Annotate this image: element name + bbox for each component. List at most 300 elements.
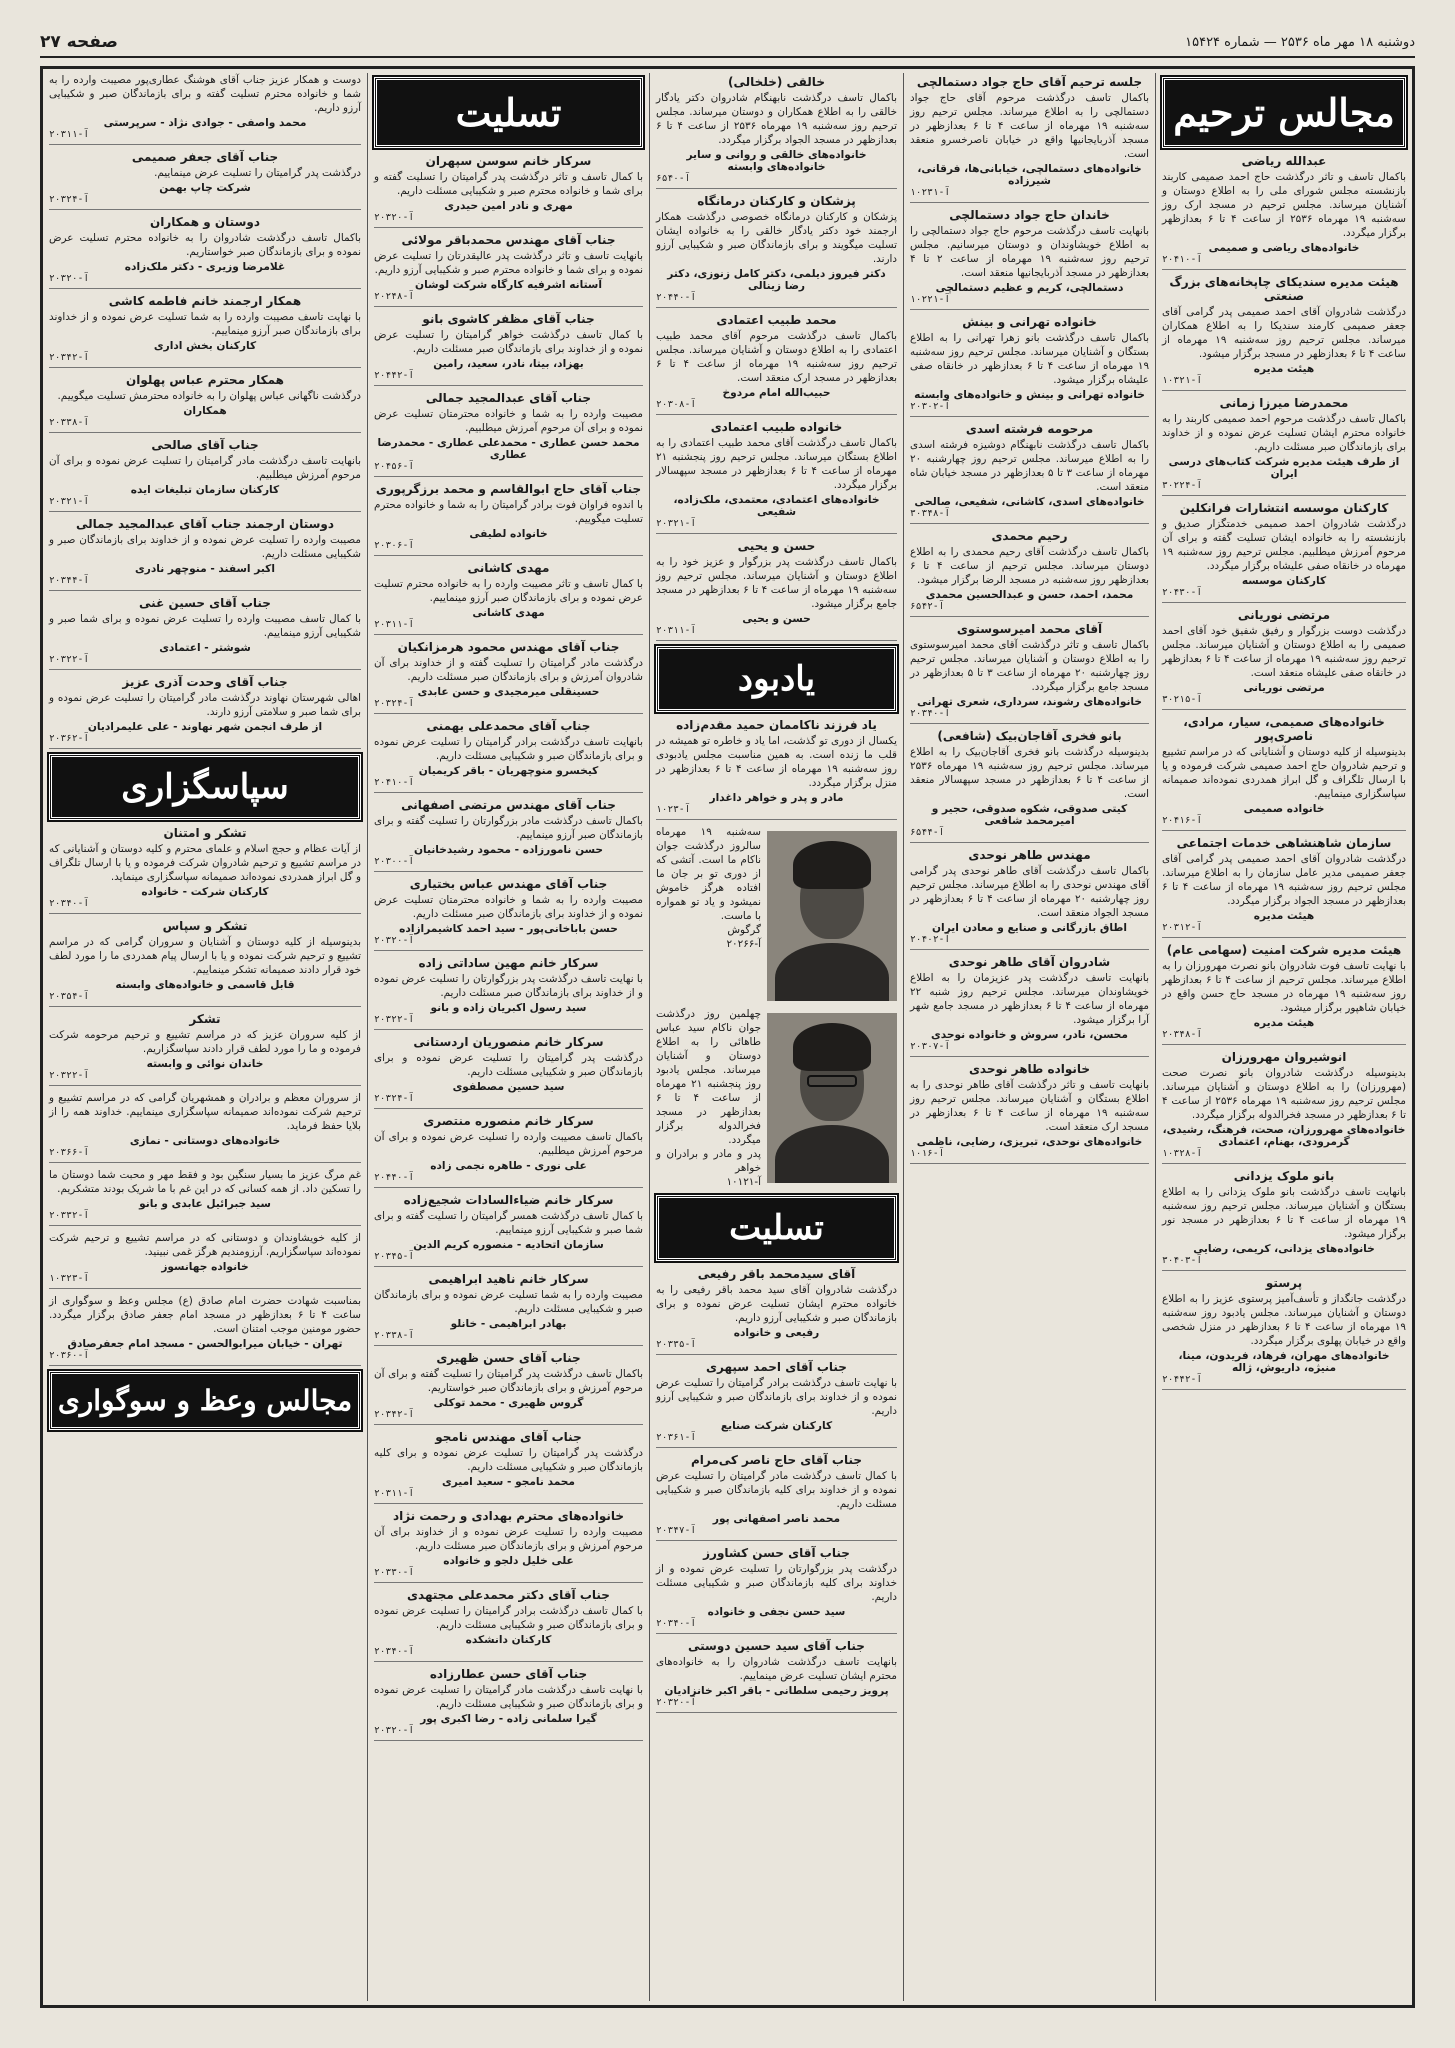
notice-code: آ-۱۰۲۳۱ — [910, 187, 951, 198]
notice-text: باکمال تاسف درگذشت مرحوم آقای حاج جواد دستمالچی را به اطلاع میرساند. مجلس ترحیم روز سه‌شنبه ۱۹ مهرماه از ساعت ۴ تا ۶ بعدازظهر در مسجد آذربایجانیها واقع در خیابان ناصرخسرو منعقد است. — [910, 92, 1150, 160]
notice-signature: مرتضی نوریانی — [1243, 682, 1325, 694]
notice-title: هیئت مدیره سندیکای چاپخانه‌های بزرگ صنعتی — [1169, 275, 1399, 303]
notice-text: بمناسبت شهادت حضرت امام صادق (ع) مجلس وعظ و سوگواری از ساعت ۴ تا ۶ بعدازظهر در مسجد امام جعفر صادق برگزار میگردد. حضور مومنین موجب امتنان است. — [49, 1295, 361, 1335]
notice-text: درگذشت ناگهانی عباس پهلوان را به خانواده محترمش تسلیت میگوییم. — [57, 390, 361, 402]
notice-text: از کلیه خویشاوندان و دوستانی که در مراسم تشییع و ترحیم شرکت نموده‌اند سپاسگزاریم. آرزومندیم هرگز غمی نبینید. — [49, 1232, 361, 1258]
notice-item — [374, 1430, 643, 1504]
notice-signature: کارکنان شرکت صنایع — [720, 1420, 833, 1432]
notice-text: باکمال تاسف درگذشت آقای محمد طبیب اعتمادی را به اطلاع بستگان میرساند. مجلس ترحیم روز پنجشنبه ۲۱ مهرماه از ساعت ۴ تا ۶ بعدازظهر در مسجد سپهسالار برگزار میگردد. — [656, 437, 897, 491]
notice-text: درگذشت مادر گرامیتان را تسلیت گفته و از خداوند برای آن شادروان آمرزش و برای بازماندگان صبر مسئلت داریم. — [374, 657, 643, 683]
notice-item — [910, 1062, 1149, 1164]
portrait-photo-1 — [767, 831, 897, 1001]
notice-signature: دکتر فیروز دیلمی، دکتر کامل زنوزی، دکتر رضا زینالی — [667, 268, 886, 292]
notice-title: همکار ارجمند خانم فاطمه کاشی — [108, 294, 302, 308]
notice-title: خانواده طاهر نوحدی — [968, 1062, 1091, 1076]
notice-title: تشکر و سپاس — [162, 919, 248, 933]
notice-signature: غلامرضا وزیری - دکتر ملک‌زاده — [124, 261, 286, 273]
notice-signature: خانواده جهانسوز — [161, 1261, 249, 1273]
notice-text: بانهایت تاسف درگذشت بانو ملوک یزدانی را به اطلاع بستگان و آشنایان میرساند. مجلس ترحیم روز سه‌شنبه ۱۹ مهرماه از ساعت ۴ تا ۶ بعدازظهر در مسجد نور برگزار میشود. — [1162, 1186, 1406, 1240]
memorial-photo-block-2 — [656, 1007, 897, 1189]
memorial-notice — [656, 718, 897, 820]
notice-code: آ-۲۰۳۱۲ — [1162, 922, 1203, 933]
notice-text: با کمال تاسف درگذشت مادر گرامیتان را تسلیت عرض نموده و از خداوند برای کلیه بازماندگان صبر و شکیبایی مسئلت داریم. — [656, 1470, 897, 1510]
notice-code: آ-۲۰۳۶۱ — [656, 1432, 697, 1443]
notice-text: باکمال تاسف مصیبت وارده را تسلیت عرض نموده و برای آن مرحوم آمرزش میطلبیم. — [374, 1131, 643, 1157]
notice-signature: بهادر ابراهیمی - خانلو — [450, 1318, 567, 1330]
notice-title: خالقی (خلخالی) — [728, 75, 825, 89]
notice-code: آ-۱۰۲۲۱ — [910, 294, 951, 305]
photo-notice-1-sig: گرگوش — [727, 924, 761, 936]
notice-title: دوستان ارجمند جناب آقای عبدالمجید جمالی — [75, 517, 335, 531]
notice-code: آ-۲۰۳۲۰ — [656, 1697, 697, 1708]
notice-title: سرکار خانم منصوریان اردستانی — [413, 1035, 604, 1049]
notice-title: جناب آقای صالحی — [151, 438, 259, 452]
thanks-list-5b — [49, 826, 361, 1366]
notice-item — [374, 1272, 643, 1346]
notice-title: جناب آقای حسن عطارزاده — [429, 1667, 588, 1681]
notice-code: آ-۲۰۲۴۸ — [374, 291, 415, 302]
notice-item — [49, 150, 361, 210]
notice-code: آ-۲۰۳۰۷ — [910, 1041, 951, 1052]
photo-notice-2-sig: پدر و مادر و برادران و خواهر — [656, 1148, 761, 1174]
notice-item — [656, 1546, 897, 1634]
notice-item — [374, 1114, 643, 1188]
notice-item — [910, 315, 1149, 417]
notice-signature: گیرا سلمانی زاده - رضا اکبری پور — [420, 1713, 597, 1725]
notice-code: آ-۲۰۴۴۰ — [656, 292, 697, 303]
notice-item — [49, 73, 361, 145]
notice-text: با نهایت تاسف مصیبت وارده را به شما تسلیت عرض نموده و از خداوند برای بازماندگان صبر آرزو مینماییم. — [49, 311, 361, 337]
notice-code: آ-۲۰۳۳۵ — [656, 1339, 697, 1350]
notice-item — [374, 1509, 643, 1583]
notice-code: آ-۳۰۲۱۵ — [1162, 694, 1203, 705]
notice-signature: شرکت چاپ بهمن — [159, 182, 251, 194]
memorial-photo-block-1 — [656, 825, 897, 1001]
column-2 — [904, 73, 1156, 2001]
notice-title: آقای سیدمحمد باقر رفیعی — [697, 1267, 856, 1281]
notice-title: رحیم محمدی — [991, 529, 1068, 543]
notice-text: با اندوه فراوان فوت برادر گرامیتان را به شما و خانواده محترم تسلیت میگوییم. — [374, 499, 643, 525]
notice-code: آ-۲۰۳۰۶ — [374, 540, 415, 551]
notice-code: آ-۲۰۳۶۶ — [49, 1147, 90, 1158]
notice-item — [910, 848, 1149, 950]
notice-title: مرتضی نوریانی — [1237, 608, 1331, 622]
notice-title: سرکار خانم منصوره منتصری — [423, 1114, 594, 1128]
notice-item — [374, 482, 643, 556]
notice-text: بانهایت تاسف درگذشت مادر گرامیتان را تسلیت عرض نموده و برای آن مرحوم آمرزش میطلبیم. — [49, 455, 361, 481]
notice-title: بانو ملوک یزدانی — [1233, 1169, 1335, 1183]
notice-code: آ-۲۰۴۳۰ — [1162, 587, 1203, 598]
notice-title: جناب آقای مهندس نامجو — [435, 1430, 582, 1444]
page-number: صفحه ۲۷ — [40, 32, 118, 52]
notice-signature: اطاق بازرگانی و صنایع و معادن ایران — [932, 922, 1127, 934]
notice-title: پرستو — [1265, 1276, 1303, 1290]
notice-title: جناب آقای مهندس مرتضی اصفهانی — [401, 798, 616, 812]
notice-title: تشکر — [189, 1012, 221, 1026]
notice-signature: رفیعی و خانواده — [733, 1327, 820, 1339]
notice-text: بدینوسیله درگذشت بانو فخری آقاجان‌بیک را به اطلاع میرساند. مجلس ترحیم روز سه‌شنبه ۱۹ مهرماه ۲۵۳۶ از ساعت ۴ تا ۶ بعدازظهر در مسجد سپهسالار منعقد است. — [910, 746, 1149, 800]
notice-item — [374, 1035, 643, 1109]
notice-text: درگذشت شادروان آقای احمد صمیمی پدر گرامی آقای جعفر صمیمی مدیر عامل سازمان را به اطلاع میرساند. مجلس ترحیم روز سه‌شنبه ۱۹ مهرماه از ساعت ۴ تا ۶ بعدازظهر در مسجد الجواد برگزار میگردد. — [1162, 853, 1407, 907]
notice-code: آ-۲۰۳۰۲ — [910, 401, 951, 412]
notice-item — [656, 75, 897, 189]
notice-title: جناب آقای محمدعلی بهمنی — [426, 719, 591, 733]
notice-title: محمدرضا میرزا زمانی — [1219, 396, 1349, 410]
notice-signature: حبیب‌الله امام مردوخ — [722, 387, 831, 399]
obituary-list-5a — [49, 73, 361, 749]
notice-signature: خانواده‌های مهرورزان، صحت، فرهنگ، رشیدی، گرمرودی، بهنام، اعتمادی — [1162, 1124, 1406, 1148]
notice-item — [656, 313, 897, 415]
notice-signature: مهدی کاشانی — [472, 607, 545, 619]
notice-code: آ-۲۰۳۴۵ — [374, 1251, 415, 1262]
notice-signature: خانواده‌های ریاضی و صمیمی — [1208, 242, 1360, 254]
notice-code: آ-۲۰۳۴۰ — [910, 708, 951, 719]
notice-signature: حسن باباخانی‌پور - سید احمد کاشیمرازاده — [399, 923, 618, 935]
notice-signature: شوشتر - اعتمادی — [159, 642, 251, 654]
notice-text: با کمال تاسف مصیبت وارده را تسلیت عرض نموده و برای شما صبر و شکیبایی آرزو مینماییم. — [49, 613, 361, 639]
notice-signature: خانواده‌های اسدی، کاشانی، شفیعی، صالحی — [914, 496, 1145, 508]
notice-signature: کارکنان بخش اداری — [153, 340, 257, 352]
notice-text: بانهایت تاسف درگذشت برادر گرامیتان را تسلیت عرض نموده و برای بازماندگان صبر و شکیبایی مسئلت داریم. — [374, 736, 643, 762]
notice-item — [910, 208, 1149, 310]
column-4 — [368, 73, 650, 2001]
notice-title: جناب آقای حسن کشاورز — [703, 1546, 850, 1560]
notice-code: آ-۲۰۳۲۰ — [49, 273, 90, 284]
notice-signature: حسن نامورزاده - محمود رشیدخانیان — [413, 844, 604, 856]
notice-code: آ-۲۰۳۲۲ — [374, 1014, 415, 1025]
notice-code: آ-۲۰۳۱۱ — [374, 1488, 415, 1499]
notice-text: با کمال تاسف درگذشت خواهر گرامیتان را تسلیت عرض نموده و از خداوند برای بازماندگان صبر مسئلت داریم. — [374, 329, 643, 355]
notice-text: مصیبت وارده را به شما و خانواده محترمتان تسلیت عرض نموده و برای آن مرحوم آمرزش میطلبیم. — [374, 408, 643, 434]
notice-code: آ-۲۰۳۱۱ — [49, 129, 90, 140]
notice-text: باکمال تاسف درگذشت نابهنگام شادروان دکتر یادگار خالقی را به اطلاع همکاران و دوستان میرساند. مجلس ترحیم روز سه‌شنبه ۱۹ مهرماه ۲۵۳۶ از ساعت ۴ تا ۶ بعدازظهر در مسجد الجواد برگزار میگردد. — [656, 92, 897, 146]
notice-item — [1162, 154, 1406, 270]
notice-signature: محمد واصفی - جوادی نژاد - سرپرستی — [103, 117, 307, 129]
notice-item — [1162, 715, 1406, 831]
notice-text: باکمال تاسف درگذشت پدر بزرگوار و عزیز خود را به اطلاع دوستان و آشنایان میرساند. مجلس ترحیم روز سه‌شنبه ۱۹ مهرماه از ساعت ۴ تا ۶ بعدازظهر در مسجد جامع برگزار میشود. — [656, 556, 897, 610]
banner-tasliat-2: تسلیت — [656, 1195, 897, 1261]
notice-title: بانو فخری آقاجان‌بیک (شافعی) — [937, 729, 1122, 743]
banner-sepasgozari: سپاسگزاری — [49, 754, 361, 820]
notice-item — [910, 75, 1149, 203]
notice-signature: کارکنان دانشکده — [465, 1634, 552, 1646]
notice-code: آ-۲۰۳۴۰ — [656, 1618, 697, 1629]
notice-item — [1162, 396, 1406, 496]
notice-code: آ-۲۰۳۰۰ — [374, 856, 415, 867]
notice-code: آ-۲۰۳۴۷ — [656, 1525, 697, 1536]
notice-title: حسن و یحیی — [737, 539, 816, 553]
photo-notice-1-text: سه‌شنبه ۱۹ مهرماه سالروز درگذشت جوان ناکام ما است. آتشی که از دوری تو بر جان ما افتاده هرگز خاموش نمیشود و یاد تو همواره با ماست. — [656, 826, 761, 922]
notice-text: باکمال تاسف درگذشت مادر بزرگوارتان را تسلیت گفته و برای بازماندگان صبر آرزو مینماییم. — [374, 815, 643, 841]
notice-code: آ-۲۰۳۱۱ — [656, 625, 697, 636]
notice-item — [374, 719, 643, 793]
notice-title: جناب آقای حاج ناصر کی‌مرام — [690, 1453, 863, 1467]
notice-code: آ-۲۰۳۱۱ — [374, 619, 415, 630]
column-3 — [650, 73, 904, 2001]
notice-text: با کمال تاسف درگذشت همسر گرامیتان را تسلیت گفته و برای شما صبر و شکیبایی آرزو مینماییم. — [374, 1210, 643, 1236]
notice-signature: سید رسول اکبریان زاده و بانو — [430, 1002, 587, 1014]
notice-code: آ-۲۰۴۴۲ — [374, 370, 415, 381]
notice-item — [374, 312, 643, 386]
notice-signature: خانواده تهرانی و بینش و خانواده‌های وابسته — [914, 389, 1145, 401]
notice-signature: از طرف انجمن شهر نهاوند - علی علیمرادیان — [87, 721, 323, 733]
notice-title: هیئت مدیره شرکت امنیت (سهامی عام) — [1166, 943, 1402, 957]
notice-item — [910, 529, 1149, 617]
notice-signature: خانواده‌های رشوند، سرداری، شعری تهرانی — [916, 696, 1143, 708]
memorial-signature: مادر و پدر و خواهر داغدار — [709, 792, 844, 804]
notice-signature: خاندان نوائی و وابسته — [146, 1058, 264, 1070]
notice-text: مصیبت وارده را به شما تسلیت عرض نموده و برای بازماندگان صبر و شکیبایی مسئلت داریم. — [374, 1289, 643, 1315]
notice-text: بانهایت تاسف درگذشت پدر عزیزمان را به اطلاع خویشاوندان میرساند. مجلس ترحیم روز شنبه ۲۲ مهرماه از ساعت ۴ تا ۶ بعدازظهر در مسجد جامع شهر آرا برگزار میشود. — [910, 972, 1149, 1026]
notice-title: آقای محمد امیرسوستوی — [956, 622, 1103, 636]
notice-code: آ-۱۰۳۲۳ — [49, 1273, 90, 1284]
notice-code: آ-۲۰۴۰۲ — [910, 934, 951, 945]
notice-code: آ-۲۰۳۵۴ — [49, 991, 90, 1002]
notice-item — [374, 640, 643, 714]
notice-item — [49, 215, 361, 289]
notice-code: آ-۲۰۳۲۲ — [49, 1070, 90, 1081]
notice-title: خاندان حاج جواد دستمالچی — [949, 208, 1110, 222]
notice-signature: خانواده صمیمی — [1243, 803, 1325, 815]
notice-code: آ-۱۰۳۲۱ — [1162, 375, 1203, 386]
column-5 — [43, 73, 368, 2001]
notice-item — [1162, 1050, 1406, 1164]
notice-signature: خانواده‌های مهران، فرهاد، فریدون، مینا، منیژه، داریوش، ژاله — [1178, 1350, 1390, 1374]
notice-text: بانهایت تاسف و تاثر درگذشت آقای طاهر نوحدی را به اطلاع بستگان و آشنایان میرساند. مجلس ترحیم روز سه‌شنبه ۱۹ مهرماه از ساعت ۴ تا ۶ بعدازظهر در مسجد ارک منعقد است. — [910, 1079, 1150, 1133]
notice-text: درگذشت دوست بزرگوار و رفیق شفیق خود آقای احمد صمیمی را به اطلاع دوستان و آشنایان میرساند. مجلس ترحیم روز سه‌شنبه ۱۹ مهرماه از ساعت ۴ تا ۶ بعدازظهر در خانقاه صفی علیشاه منعقد است. — [1162, 625, 1407, 679]
notice-signature: کیتی صدوقی، شکوه صدوقی، حجیر و امیرمحمد شافعی — [931, 803, 1128, 827]
notice-code: آ-۲۰۳۲۴ — [374, 1093, 415, 1104]
notice-signature: حسینقلی میرمجیدی و حسن عابدی — [417, 686, 600, 698]
notice-title: جناب آقای مهندس عباس بختیاری — [409, 877, 608, 891]
notice-signature: خانواده‌های دوستانی - نمازی — [129, 1135, 281, 1147]
notice-item — [49, 1012, 361, 1086]
notice-code: آ-۲۰۳۰۸ — [656, 399, 697, 410]
notice-signature: پرویز رحیمی سلطانی - باقر اکبر خانزادیان — [664, 1685, 889, 1697]
notice-title: سازمان شاهنشاهی خدمات اجتماعی — [1176, 836, 1392, 850]
notice-text: با کمال تاسف و تاثر درگذشت پدر گرامیتان را تسلیت گفته و برای شما و خانواده محترم صبر و شکیبایی مسئلت داریم. — [374, 171, 643, 197]
notice-signature: محمد ناصر اصفهانی پور — [712, 1513, 841, 1525]
notice-text: با کمال تاسف درگذشت برادر گرامیتان را تسلیت عرض نموده و برای بازماندگان صبر و شکیبایی مسئلت داریم. — [374, 1605, 643, 1631]
notice-text: با نهایت تاسف درگذشت برادر گرامیتان را تسلیت عرض نموده و از خداوند برای بازماندگان صبر و شکیبایی آرزو داریم. — [656, 1377, 897, 1417]
notice-item — [374, 956, 643, 1030]
notice-text: با کمال تاسف و تاثر مصیبت وارده را به خانواده محترم تسلیت عرض نموده و برای بازماندگان صبر آرزو مینماییم. — [374, 578, 643, 604]
notice-code: آ-۶۵۴۴ — [910, 827, 945, 838]
memorial-title: یاد فرزند ناکاممان حمید مقدم‌زاده — [676, 718, 877, 732]
notice-item — [49, 438, 361, 512]
notice-signature: کارکنان موسسه — [1241, 575, 1327, 587]
photo-notice-2-text: چهلمین روز درگذشت جوان ناکام سید عباس طاهائی را به اطلاع دوستان و آشنایان میرساند. مجلس یادبود روز پنجشنبه ۲۱ مهرماه از ساعت ۴ تا ۶ بعدازظهر در مسجد فخرالدوله برگزار میگردد. — [656, 1008, 761, 1146]
notice-code: آ-۲۰۳۴۸ — [1162, 1029, 1203, 1040]
notice-signature: همکاران — [183, 405, 227, 417]
photo-notice-2 — [656, 1007, 761, 1189]
notice-signature: آستانه اشرفیه کارگاه شرکت لوشان — [415, 279, 602, 291]
notice-text: مصیبت وارده را به شما و خانواده محترمتان تسلیت عرض نموده و از خداوند برای بازماندگان صبر مسئلت داریم. — [374, 894, 643, 920]
notice-text: دوست و همکار عزیز جناب آقای هوشنگ عطاری‌پور مصیبت وارده را به شما و خانواده محترم تسلیت گفته و برای بازماندگان صبر و شکیبایی آرزو داریم. — [49, 74, 361, 114]
notice-code: آ-۲۰۳۴۴ — [49, 575, 90, 586]
notice-text: باکمال تاسف و تاثر درگذشت حاج احمد صمیمی کاربند بازنشسته مجلس شورای ملی را به اطلاع دوستان و آشنایان میرساند. مجلس ترحیم در مسجد ارک روز سه‌شنبه ۱۹ مهرماه ۲۵۳۶ از ساعت ۴ تا ۶ بعدازظهر برگزار میگردد. — [1162, 171, 1406, 239]
notice-text: باکمال تاسف درگذشت نابهنگام دوشیزه فرشته اسدی را به اطلاع میرساند. مجلس ترحیم روز چهارشنبه ۲۰ مهرماه از ساعت ۳ تا ۵ بعدازظهر در مسجد خیابان شاه منعقد است. — [910, 439, 1149, 493]
notice-code: آ-۱۰۱۶ — [910, 1148, 945, 1159]
date-line: دوشنبه ۱۸ مهر ماه ۲۵۳۶ — شماره ۱۵۴۲۴ — [1185, 34, 1415, 50]
notice-text: درگذشت پدر گرامیتان را تسلیت عرض نموده و برای بازماندگان صبر و شکیبایی مسئلت داریم. — [374, 1052, 643, 1078]
notice-item — [656, 539, 897, 641]
notice-text: بدینوسیله درگذشت شادروان بانو نصرت صحت (مهرورزان) را به اطلاع دوستان و آشنایان میرساند. مجلس ترحیم روز سه‌شنبه ۱۹ مهرماه ۲۵۳۶ از ساعت ۴ تا ۶ بعدازظهر در مسجد فخرالدوله برگزار میگردد. — [1162, 1067, 1406, 1121]
notice-text: باکمال تاسف درگذشت مرحوم احمد صمیمی کاربند را به خانواده محترم ایشان تسلیت عرض نموده و از خداوند برای بازماندگان صبر مسئلت داریم. — [1162, 413, 1406, 453]
notice-text: باکمال تاسف و تاثر درگذشت آقای محمد امیرسوستوی را به اطلاع دوستان و آشنایان میرساند. مجلس ترحیم روز چهارشنبه ۲۰ مهرماه از ساعت ۳ تا ۵ بعدازظهر در مسجد جامع برگزار میگردد. — [910, 639, 1150, 693]
notice-code: آ-۶۵۴۰ — [656, 173, 691, 184]
notice-text: درگذشت جانگداز و تأسف‌آمیز پرستوی عزیز را به اطلاع دوستان و آشنایان میرساند. مجلس یادبود روز سه‌شنبه ۱۹ مهرماه از ساعت ۴ تا ۶ بعدازظهر در منزل شخصی واقع در خیابان پهلوی برگزار میگردد. — [1162, 1293, 1406, 1347]
notice-title: جلسه ترحیم آقای حاج جواد دستمالچی — [916, 75, 1143, 89]
notice-text: بانهایت تاسف درگذشت شادروان را به خانواده‌های محترم ایشان تسلیت عرض مینماییم. — [656, 1656, 897, 1682]
notice-text: درگذشت پدر بزرگوارتان را تسلیت عرض نموده و از خداوند برای کلیه بازماندگان صبر و شکیبایی مسئلت داریم. — [656, 1563, 897, 1603]
notice-item — [910, 422, 1149, 524]
notice-title: جناب آقای حسین غنی — [139, 596, 271, 610]
notice-text: درگذشت پدر گرامیتان را تسلیت عرض نموده و برای کلیه بازماندگان صبر و شکیبایی مسئلت داریم. — [374, 1447, 643, 1473]
notice-title: جناب آقای حاج ابوالقاسم و محمد برزگرپوری — [375, 482, 642, 496]
notice-item — [910, 622, 1149, 724]
notice-title: سرکار خانم مهین ساداتی زاده — [418, 956, 599, 970]
notice-signature: خانواده‌های نوحدی، تبریزی، رضایی، ناظمی — [916, 1136, 1143, 1148]
notice-item — [1162, 1169, 1406, 1271]
notice-item — [656, 1453, 897, 1541]
notice-title: همکار محترم عباس پهلوان — [126, 373, 284, 387]
notice-code: آ-۲۰۴۴۲ — [1162, 1374, 1203, 1385]
notice-text: با نهایت تاسف درگذشت مادر گرامیتان را تسلیت عرض نموده و برای بازماندگان صبر و شکیبایی مسئلت داریم. — [374, 1684, 643, 1710]
memorial-code: آ-۱۰۲۳ — [656, 804, 691, 815]
notice-code: آ-۲۰۳۲۰ — [374, 212, 415, 223]
photo-notice-1 — [656, 825, 761, 1001]
notice-signature: کیخسرو منوچهریان - باقر کریمیان — [418, 765, 599, 777]
obituary-list-1 — [1162, 154, 1406, 1390]
notice-item — [910, 955, 1149, 1057]
notice-text: بانهایت تاسف درگذشت مرحوم حاج جواد دستمالچی را به اطلاع خویشاوندان و دوستان میرسانیم. مجلس ترحیم روز سه‌شنبه ۱۹ مهرماه از ساعت ۲ تا ۴ بعدازظهر در مسجد آذربایجانیها منعقد است. — [910, 225, 1150, 279]
column-1 — [1156, 73, 1412, 2001]
notice-title: جناب آقای مهندس محمدباقر مولائی — [401, 233, 616, 247]
notice-code: آ-۲۰۳۲۲ — [49, 654, 90, 665]
notice-code: آ-۲۰۴۱۶ — [1162, 815, 1203, 826]
notice-title: جناب آقای حسن ظهیری — [436, 1351, 581, 1365]
notice-text: باکمال تاسف درگذشت بانو زهرا تهرانی را به اطلاع بستگان و آشنایان میرساند. مجلس ترحیم روز سه‌شنبه ۱۹ مهرماه از ساعت ۴ تا ۶ بعدازظهر در خانقاه صفی علیشاه برگزار میشود. — [910, 332, 1150, 386]
notice-text: بدینوسیله از کلیه دوستان و آشنایان و سروران گرامی که در مراسم تشییع و ترحیم شرکت نموده و یا با ارسال پیام همدردی ما را مورد لطف خود قرار دادند صمیمانه تشکر مینماییم. — [49, 936, 361, 976]
notice-item — [910, 729, 1149, 843]
notice-item — [374, 391, 643, 477]
notice-text: باکمال تاسف درگذشت شادروان را به خانواده محترم تسلیت عرض نموده و برای بازماندگان صبر خواستاریم. — [49, 232, 361, 258]
notice-signature: محمد نامجو - سعید امیری — [441, 1476, 575, 1488]
notice-code: آ-۲۰۴۴۰ — [374, 1172, 415, 1183]
notice-signature: هیئت مدیره — [1253, 910, 1315, 922]
notice-text: بدینوسیله از کلیه دوستان و آشنایانی که در مراسم تشییع و ترحیم شادروان حاج احمد صمیمی شرکت فرموده و یا با ارسال تلگراف و گل ابراز همدردی نموده‌اند صمیمانه سپاسگزاری مینماییم. — [1162, 746, 1406, 800]
notice-code: آ-۲۰۳۲۰ — [374, 935, 415, 946]
notice-signature: خانواده لطیفی — [469, 528, 548, 540]
banner-majales-tarhim: مجالس ترحیم — [1162, 77, 1406, 148]
notice-signature: محسن، نادر، سروش و خانواده نوحدی — [931, 1029, 1128, 1041]
banner-yadbood: یادبود — [656, 646, 897, 712]
content-frame — [40, 66, 1415, 2008]
notice-signature: دستمالچی، کریم و عظیم دستمالچی — [935, 282, 1124, 294]
notice-signature: سید جبرائیل عابدی و بانو — [139, 1198, 271, 1210]
notice-signature: از طرف هیئت مدیره شرکت کتاب‌های درسی ایران — [1168, 456, 1400, 480]
notice-item — [49, 1294, 361, 1366]
notice-item — [374, 154, 643, 228]
notice-item — [1162, 275, 1406, 391]
notice-item — [656, 1639, 897, 1713]
notice-code: آ-۲۰۴۱۰ — [374, 777, 415, 788]
notice-text: باکمال تاسف درگذشت پدر گرامیتان را تسلیت گفته و برای آن مرحوم آمرزش و برای بازماندگان صبر خواستاریم. — [374, 1368, 643, 1394]
notice-signature: گروس ظهیری - محمد توکلی — [433, 1397, 584, 1409]
notice-text: درگذشت پدر گرامیتان را تسلیت عرض مینماییم. — [154, 167, 361, 179]
notice-text: از آیات عظام و حجج اسلام و علمای محترم و کلیه دوستان و آشنایانی که در مراسم تشییع و ترحیم شادروان شرکت فرموده و یا با ارسال تلگراف و گل ابراز همدردی نموده‌اند صمیمانه سپاسگزاری مینماید. — [49, 843, 361, 883]
notice-code: آ-۲۰۳۴۰ — [374, 1646, 415, 1657]
notice-signature: حسن و یحیی — [742, 613, 811, 625]
notice-signature: کارکنان شرکت - خانواده — [141, 886, 269, 898]
notice-item — [656, 1267, 897, 1355]
notice-title: شادروان آقای طاهر نوحدی — [948, 955, 1111, 969]
notice-code: آ-۲۰۳۲۴ — [374, 698, 415, 709]
notice-code: آ-۳۰۴۰۳ — [1162, 1255, 1203, 1266]
notice-title: مهندس طاهر نوحدی — [968, 848, 1091, 862]
notice-code: آ-۲۰۳۲۱ — [656, 518, 697, 529]
notice-title: جناب آقای احمد سپهری — [706, 1360, 847, 1374]
obituary-list-3b — [656, 1267, 897, 1713]
photo-notice-1-code: آ-۲۰۲۶۶ — [726, 938, 761, 950]
notice-signature: قابل قاسمی و خانواده‌های وابسته — [115, 979, 295, 991]
notice-signature: کارکنان سازمان تبلیغات ایده — [130, 484, 280, 496]
notice-text: بانهایت تاسف و تاثر درگذشت پدر عالیقدرتان را تسلیت عرض نموده و برای شما و خانواده محترم صبر و شکیبایی آرزو داریم. — [374, 250, 643, 276]
notice-item — [1162, 836, 1406, 938]
notice-title: پزشکان و کارکنان درمانگاه — [697, 194, 856, 208]
notice-title: جناب آقای جعفر صمیمی — [131, 150, 279, 164]
notice-title: انوشیروان مهرورزان — [1221, 1050, 1347, 1064]
banner-tasliat-1: تسلیت — [374, 77, 643, 148]
notice-item — [49, 1168, 361, 1226]
notice-signature: اکبر اسفند - منوچهر نادری — [135, 563, 275, 575]
notice-code: آ-۲۰۳۳۸ — [49, 417, 90, 428]
notice-item — [374, 233, 643, 307]
notice-item — [49, 826, 361, 914]
notice-item — [374, 1667, 643, 1741]
notice-title: دوستان و همکاران — [150, 215, 260, 229]
notice-signature: محمد، احمد، حسن و عبدالحسین محمدی — [925, 589, 1134, 601]
notice-text: باکمال تاسف درگذشت آقای طاهر نوحدی پدر گرامی آقای مهندس نوحدی را به اطلاع میرساند. مجلس ترحیم روز چهارشنبه ۲۰ مهرماه از ساعت ۴ تا ۶ بعدازظهر در مسجد الجواد منعقد است. — [910, 865, 1150, 919]
notice-item — [49, 596, 361, 670]
notice-text: درگذشت شادروان احمد صمیمی خدمتگزار صدیق و بازنشسته را به خانواده ایشان تسلیت گفته و برای آن مرحوم آمرزش میطلبیم. مجلس ترحیم روز سه‌شنبه ۱۹ مهرماه در خانقاه صفی علیشاه برگزار میگردد. — [1162, 518, 1406, 572]
notice-title: خانواده تهرانی و بینش — [962, 315, 1097, 329]
notice-signature: سید حسین مصطفوی — [452, 1081, 565, 1093]
notice-text: مصیبت وارده را تسلیت عرض نموده و از خداوند برای بازماندگان صبر و شکیبایی مسئلت داریم. — [49, 534, 361, 560]
notice-signature: علی خلیل دلجو و خانواده — [443, 1555, 574, 1567]
notice-item — [374, 1351, 643, 1425]
notice-title: سرکار خانم ناهید ابراهیمی — [428, 1272, 589, 1286]
notice-item — [374, 1588, 643, 1662]
notice-code: آ-۲۰۳۴۰ — [49, 898, 90, 909]
notice-code: آ-۲۰۴۱۰ — [1162, 254, 1203, 265]
notice-text: درگذشت شادروان آقای احمد صمیمی پدر گرامی آقای جعفر صمیمی کارمند سندیکا را به اطلاع همکاران میرساند. مجلس ترحیم روز سه‌شنبه ۱۹ مهرماه از ساعت ۴ تا ۶ بعدازظهر در مسجد برگزار میشود. — [1162, 306, 1406, 360]
notice-title: تشکر و امتنان — [163, 826, 247, 840]
notice-title: جناب آقای سید حسین دوستی — [688, 1639, 865, 1653]
notice-title: مهدی کاشانی — [467, 561, 550, 575]
notice-signature: مهری و نادر امین حیدری — [444, 200, 573, 212]
notice-code: آ-۲۰۳۶۰ — [49, 1350, 90, 1361]
banner-vaaz: مجالس وعظ و سوگواری — [49, 1371, 361, 1430]
notice-code: آ-۲۰۳۴۲ — [374, 1409, 415, 1420]
notice-signature: بهزاد، بیتا، نادر، سعید، رامین — [433, 358, 584, 370]
notice-signature: تهران - خیابان میرابوالحسن - مسجد امام جعفرصادق — [67, 1338, 343, 1350]
notice-code: آ-۲۰۳۴۲ — [49, 352, 90, 363]
notice-title: مرحومه فرشته اسدی — [965, 422, 1094, 436]
notice-code: آ-۱۰۳۲۸ — [1162, 1148, 1203, 1159]
notice-code: آ-۲۰۳۶۲ — [49, 733, 90, 744]
